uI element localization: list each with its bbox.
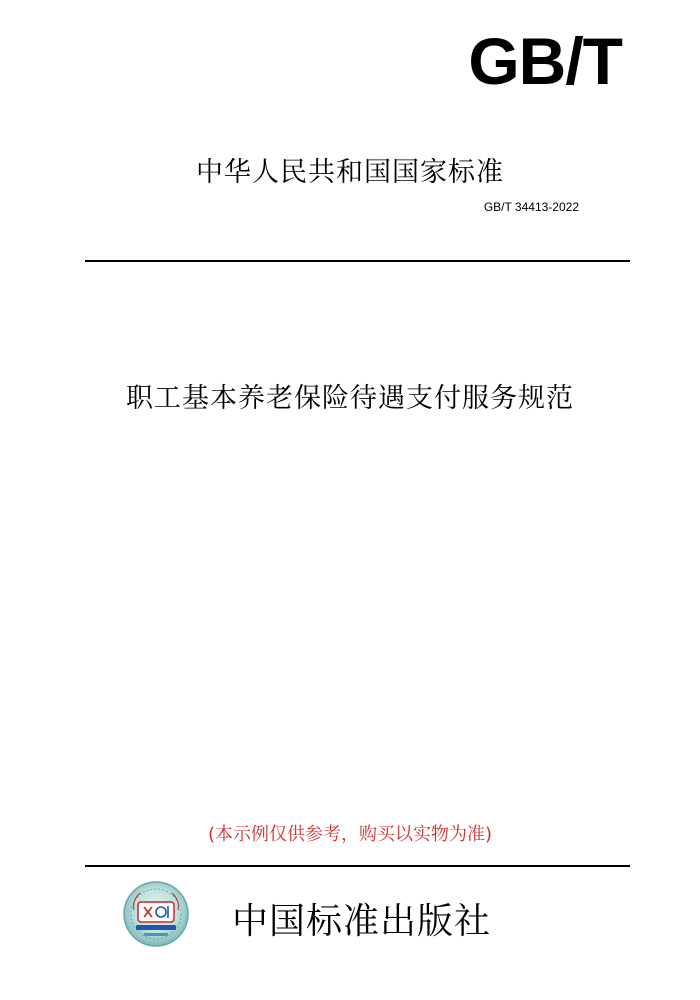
- standard-title: 中华人民共和国国家标准: [196, 157, 504, 188]
- standard-number: GB/T 34413-2022: [483, 200, 579, 214]
- document-title: 职工基本养老保险待遇支付服务规范: [126, 383, 574, 414]
- top-divider: [85, 260, 630, 262]
- bottom-divider: [85, 865, 630, 867]
- publisher-name: 中国标准出版社: [232, 901, 492, 942]
- anti-counterfeit-seal-icon: [122, 880, 190, 948]
- sample-disclaimer: (本示例仅供参考，购买以实物为准): [207, 824, 493, 845]
- gb-t-mark: GB/T: [468, 24, 622, 98]
